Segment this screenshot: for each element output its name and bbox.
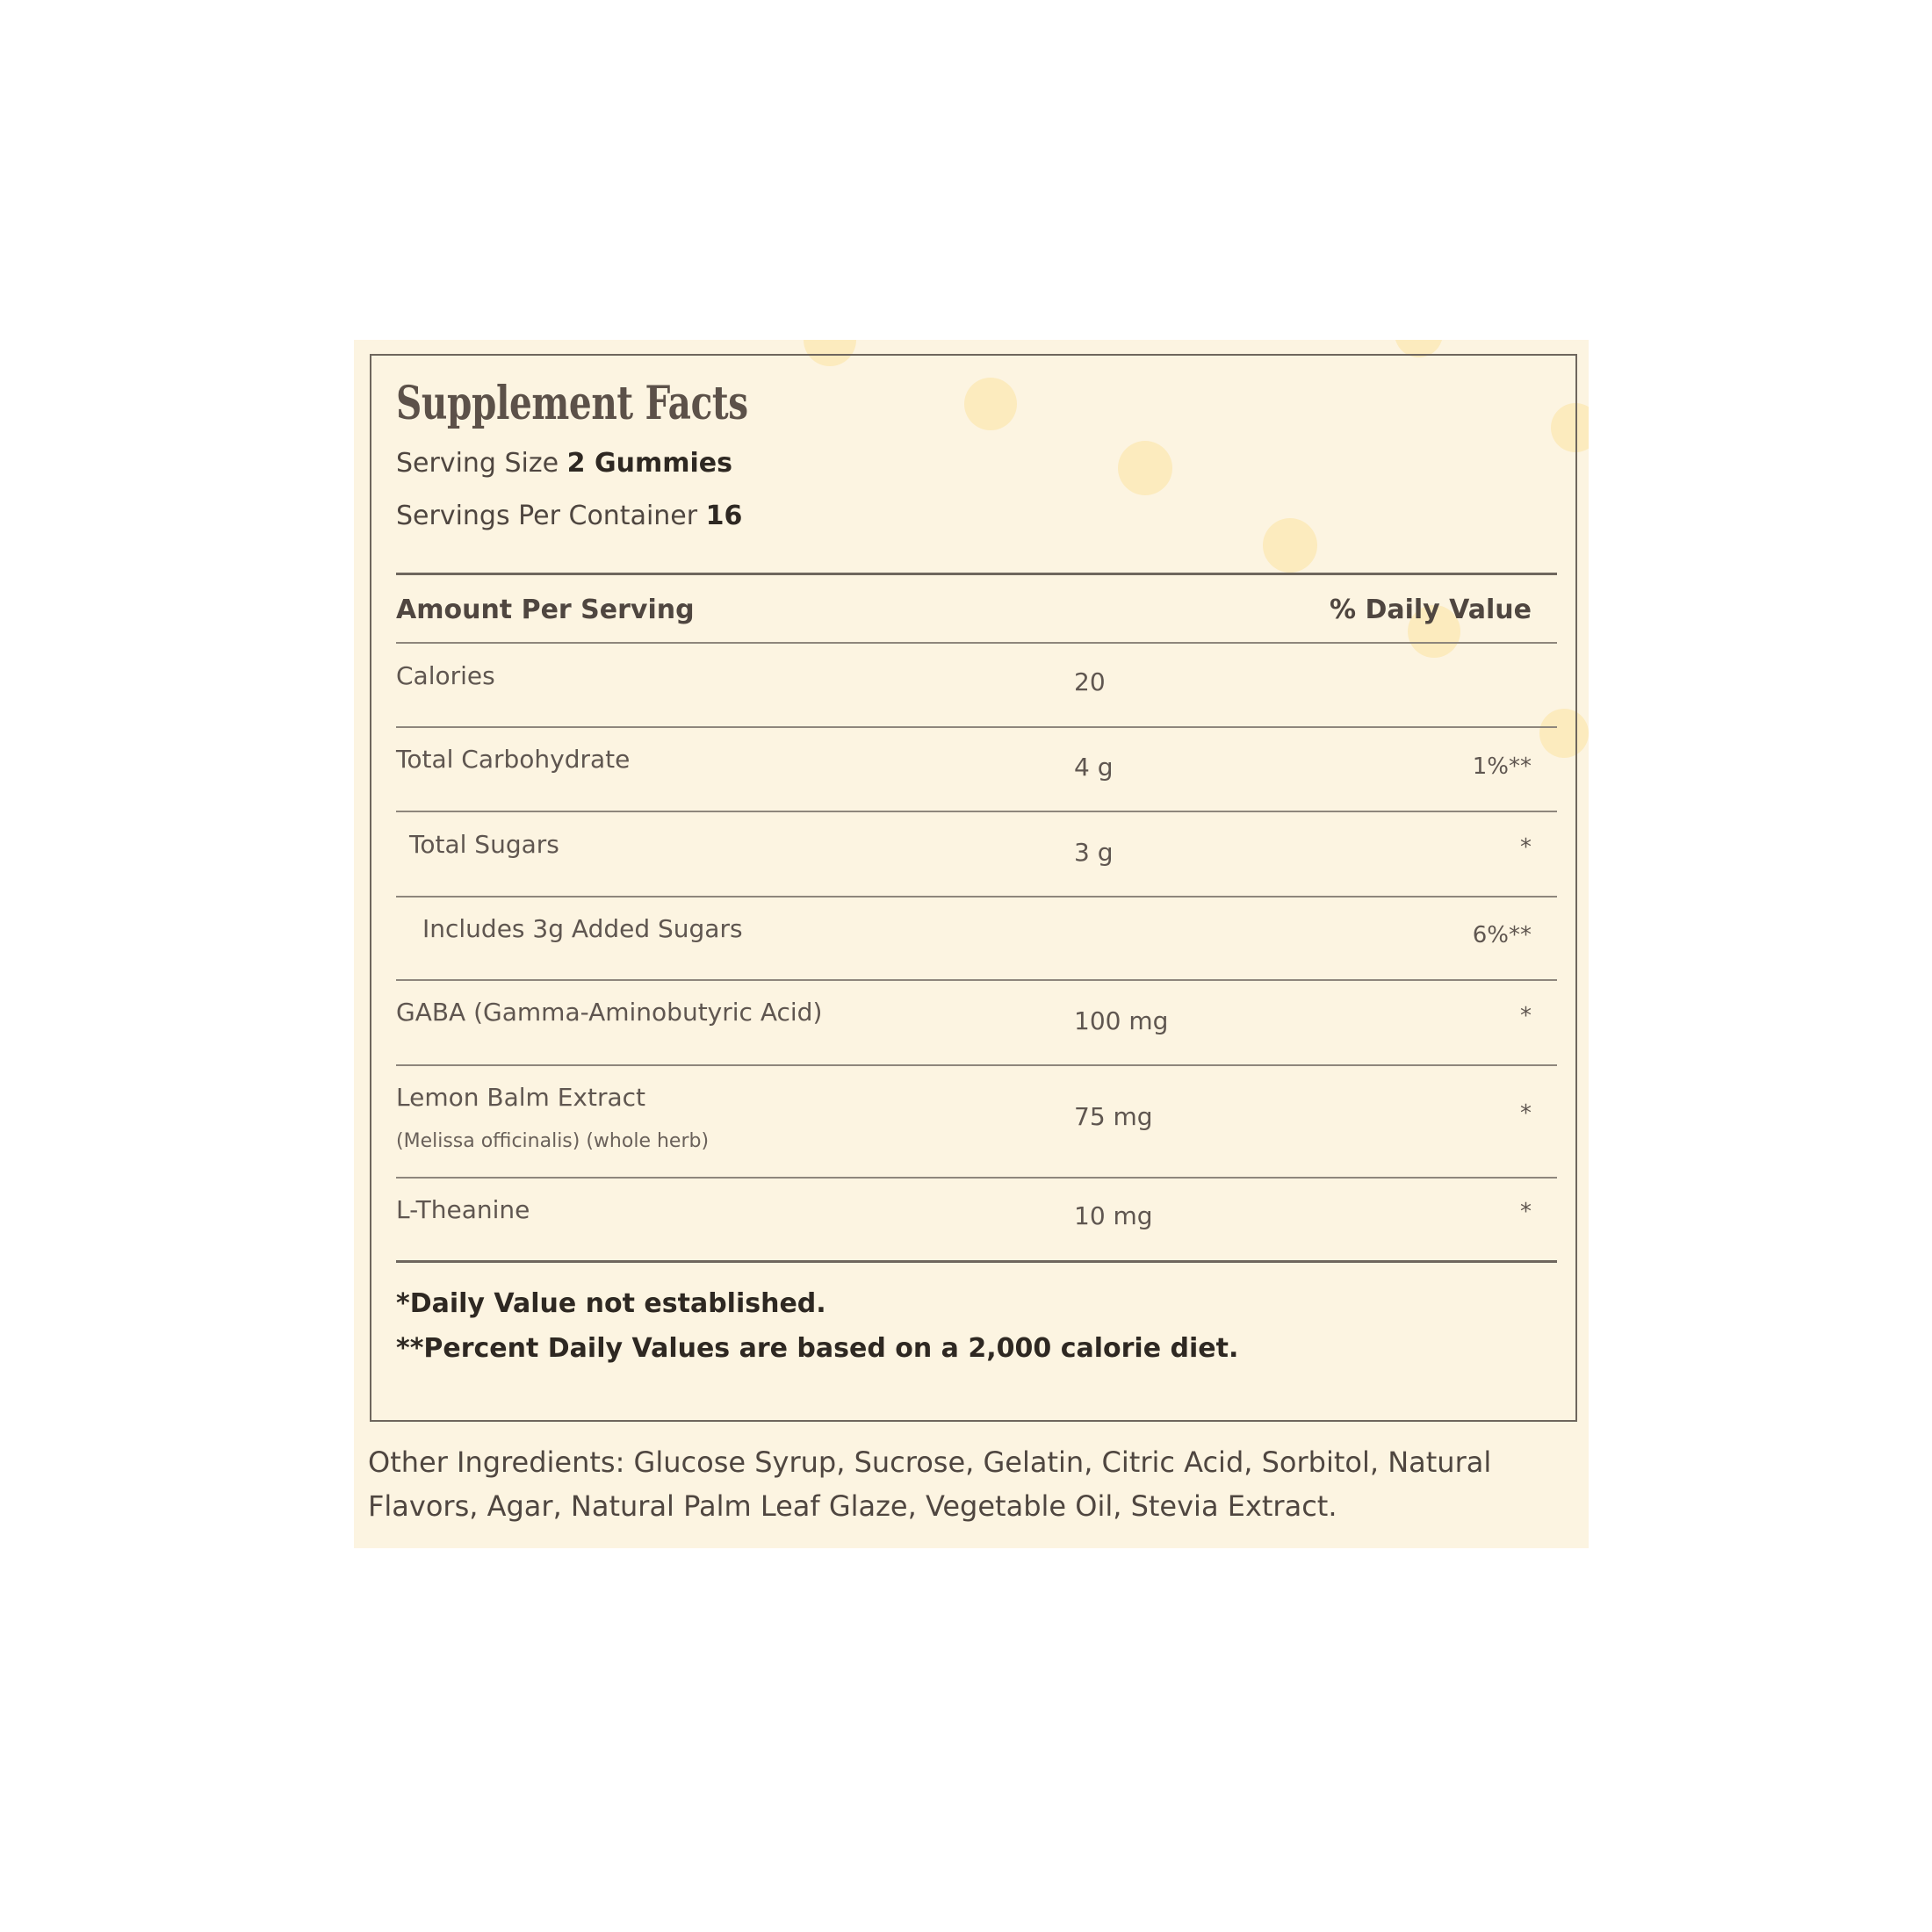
serving-size-value: 2 Gummies	[566, 448, 732, 479]
row-dv-total-carbohydrate: 1%**	[1472, 753, 1532, 780]
row-name-total-sugars: Total Sugars	[409, 830, 559, 859]
servings-per-container-label: Servings Per Container	[396, 501, 698, 531]
row-name-l-theanine: L-Theanine	[396, 1195, 530, 1224]
row-amount-total-sugars: 3 g	[1074, 838, 1114, 867]
serving-size-label: Serving Size	[396, 448, 559, 479]
serving-size	[396, 448, 732, 479]
row-divider	[396, 811, 1557, 812]
row-dv-l-theanine: *	[1520, 1199, 1532, 1225]
row-amount-gaba: 100 mg	[1074, 1006, 1169, 1035]
row-divider	[396, 1177, 1557, 1179]
row-subtitle-lemon-balm: (Melissa officinalis) (whole herb)	[396, 1130, 710, 1152]
header-divider	[396, 573, 1557, 575]
footnote-daily-value: *Daily Value not established.	[396, 1288, 826, 1319]
row-amount-total-carbohydrate: 4 g	[1074, 753, 1114, 782]
servings-per-container-value: 16	[705, 501, 743, 531]
footer-divider	[396, 1260, 1557, 1263]
row-name-calories: Calories	[396, 661, 495, 690]
row-divider	[396, 979, 1557, 981]
row-dv-total-sugars: *	[1520, 834, 1532, 861]
row-amount-l-theanine: 10 mg	[1074, 1201, 1153, 1230]
row-divider	[396, 726, 1557, 728]
supplement-facts-title: Supplement Facts	[396, 377, 748, 430]
supplement-label-panel	[354, 340, 1589, 1548]
row-dv-added-sugars: 6%**	[1472, 922, 1532, 948]
row-amount-calories: 20	[1074, 667, 1106, 696]
row-name-gaba: GABA (Gamma-Aminobutyric Acid)	[396, 998, 823, 1027]
amount-per-serving-header: Amount Per Serving	[396, 595, 695, 625]
other-ingredients: Other Ingredients: Glucose Syrup, Sucrose, Gelatin, Citric Acid, Sorbitol, Natural Flavors, Agar, Natural Palm Leaf Glaze, Vegetable Oil, Stevia Extract.	[368, 1445, 1492, 1523]
row-name-lemon-balm: Lemon Balm Extract	[396, 1083, 645, 1112]
daily-value-header: % Daily Value	[1329, 595, 1532, 625]
row-dv-lemon-balm: *	[1520, 1100, 1532, 1127]
row-dv-gaba: *	[1520, 1003, 1532, 1029]
supplement-facts-box	[370, 354, 1577, 1422]
row-divider	[396, 1064, 1557, 1066]
row-divider	[396, 642, 1557, 644]
footnote-percent-daily-values: **Percent Daily Values are based on a 2,000 calorie diet.	[396, 1333, 1239, 1364]
servings-per-container	[396, 501, 742, 531]
row-amount-lemon-balm: 75 mg	[1074, 1102, 1153, 1131]
row-name-added-sugars: Includes 3g Added Sugars	[422, 914, 743, 943]
row-divider	[396, 896, 1557, 898]
row-name-total-carbohydrate: Total Carbohydrate	[396, 745, 631, 774]
